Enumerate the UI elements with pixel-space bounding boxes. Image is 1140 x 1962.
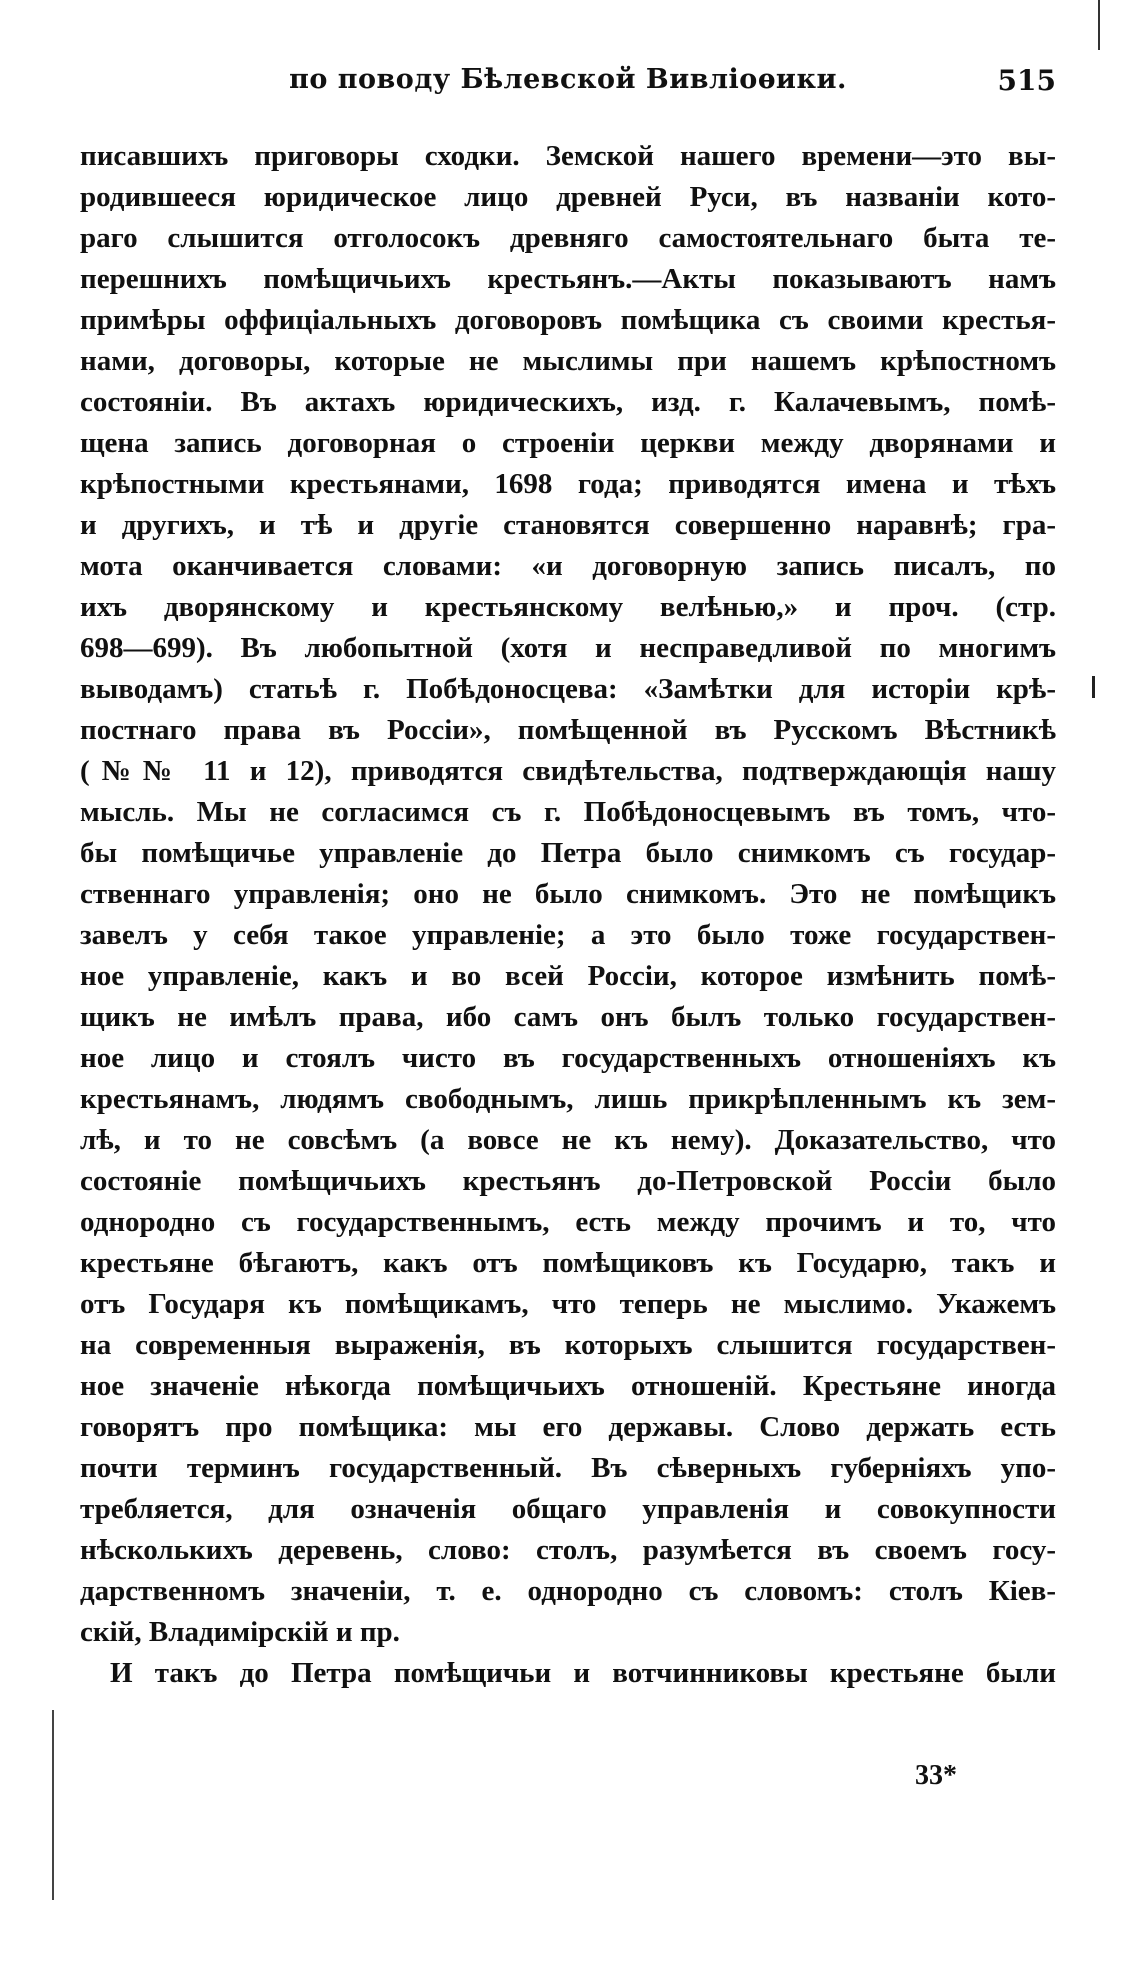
text-line: крестьяне бѣгаютъ, какъ отъ помѣщиковъ къ Государю, такъ и <box>80 1247 1056 1279</box>
text-line: примѣры оффиціальныхъ договоровъ помѣщика съ своими крестья- <box>80 304 1056 336</box>
text-line: ственнаго управленія; оно не было снимкомъ. Это не помѣщикъ <box>80 878 1056 910</box>
text-line: нѣсколькихъ деревень, слово: столъ, разумѣется въ своемъ госу- <box>80 1534 1056 1566</box>
text-line: родившееся юридическое лицо древней Руси, въ названіи кото- <box>80 181 1056 213</box>
text-line: перешнихъ помѣщичьихъ крестьянъ.—Акты показываютъ намъ <box>80 263 1056 295</box>
paragraph-start-line: И такъ до Петра помѣщичьи и вотчинниковы крестьяне были <box>110 1657 1056 1689</box>
text-line: и другихъ, и тѣ и другіе становятся совершенно наравнѣ; гра- <box>80 509 1056 541</box>
running-head <box>80 64 1056 104</box>
paragraph-end-line: скій, Владимірскій и пр. <box>80 1616 400 1648</box>
text-line: нами, договоры, которые не мыслимы при нашемъ крѣпостномъ <box>80 345 1056 377</box>
scan-margin-rule <box>1098 0 1100 50</box>
text-line: щикъ не имѣлъ права, ибо самъ онъ былъ только государствен- <box>80 1001 1056 1033</box>
text-line: отъ Государя къ помѣщикамъ, что теперь не мыслимо. Укажемъ <box>80 1288 1056 1320</box>
text-line: почти терминъ государственный. Въ сѣверныхъ губерніяхъ упо- <box>80 1452 1056 1484</box>
text-line: ихъ дворянскому и крестьянскому велѣнью,» и проч. (стр. <box>80 591 1056 623</box>
text-line: состояніи. Въ актахъ юридическихъ, изд. г. Калачевымъ, помѣ- <box>80 386 1056 418</box>
text-line: бы помѣщичье управленіе до Петра было снимкомъ съ государ- <box>80 837 1056 869</box>
text-line: выводамъ) статьѣ г. Побѣдоносцева: «Замѣтки для исторіи крѣ- <box>80 673 1056 705</box>
text-line: 698—699). Въ любопытной (хотя и несправедливой по многимъ <box>80 632 1056 664</box>
signature-mark: 33* <box>915 1760 957 1791</box>
text-line: крестьянамъ, людямъ свободнымъ, лишь прикрѣпленнымъ къ зем- <box>80 1083 1056 1115</box>
text-line: писавшихъ приговоры сходки. Земской нашего времени—это вы- <box>80 140 1056 172</box>
text-line: крѣпостными крестьянами, 1698 года; приводятся имена и тѣхъ <box>80 468 1056 500</box>
text-line: завелъ у себя такое управленіе; а это было тоже государствен- <box>80 919 1056 951</box>
text-line: (№№ 11 и 12), приводятся свидѣтельства, подтверждающія нашу <box>80 755 1056 787</box>
text-line: ное значеніе нѣкогда помѣщичьихъ отношеній. Крестьяне иногда <box>80 1370 1056 1402</box>
text-line: щена запись договорная о строеніи церкви между дворянами и <box>80 427 1056 459</box>
margin-mark <box>1092 676 1095 698</box>
text-line: мота оканчивается словами: «и договорную запись писалъ, по <box>80 550 1056 582</box>
text-line: мысль. Мы не согласимся съ г. Побѣдоносцевымъ въ томъ, что- <box>80 796 1056 828</box>
text-line: раго слышится отголосокъ древняго самостоятельнаго быта те- <box>80 222 1056 254</box>
page-number: 515 <box>997 64 1056 97</box>
scan-margin-rule-left <box>52 1710 54 1900</box>
running-title: по поводу Бѣлевской Вивліоѳики. <box>289 64 847 95</box>
text-line: на современныя выраженія, въ которыхъ слышится государствен- <box>80 1329 1056 1361</box>
text-line: требляется, для означенія общаго управленія и совокупности <box>80 1493 1056 1525</box>
body-text <box>80 136 1056 1694</box>
text-line: ное лицо и стоялъ чисто въ государственныхъ отношеніяхъ къ <box>80 1042 1056 1074</box>
text-line: говорятъ про помѣщика: мы его державы. Слово держать есть <box>80 1411 1056 1443</box>
text-line: дарственномъ значеніи, т. е. однородно съ словомъ: столъ Кіев- <box>80 1575 1056 1607</box>
text-line: ное управленіе, какъ и во всей Россіи, которое измѣнить помѣ- <box>80 960 1056 992</box>
text-line: постнаго права въ Россіи», помѣщенной въ Русскомъ Вѣстникѣ <box>80 714 1056 746</box>
text-line: состояніе помѣщичьихъ крестьянъ до-Петровской Россіи было <box>80 1165 1056 1197</box>
text-line: лѣ, и то не совсѣмъ (а вовсе не къ нему). Доказательство, что <box>80 1124 1056 1156</box>
text-line: однородно съ государственнымъ, есть между прочимъ и то, что <box>80 1206 1056 1238</box>
